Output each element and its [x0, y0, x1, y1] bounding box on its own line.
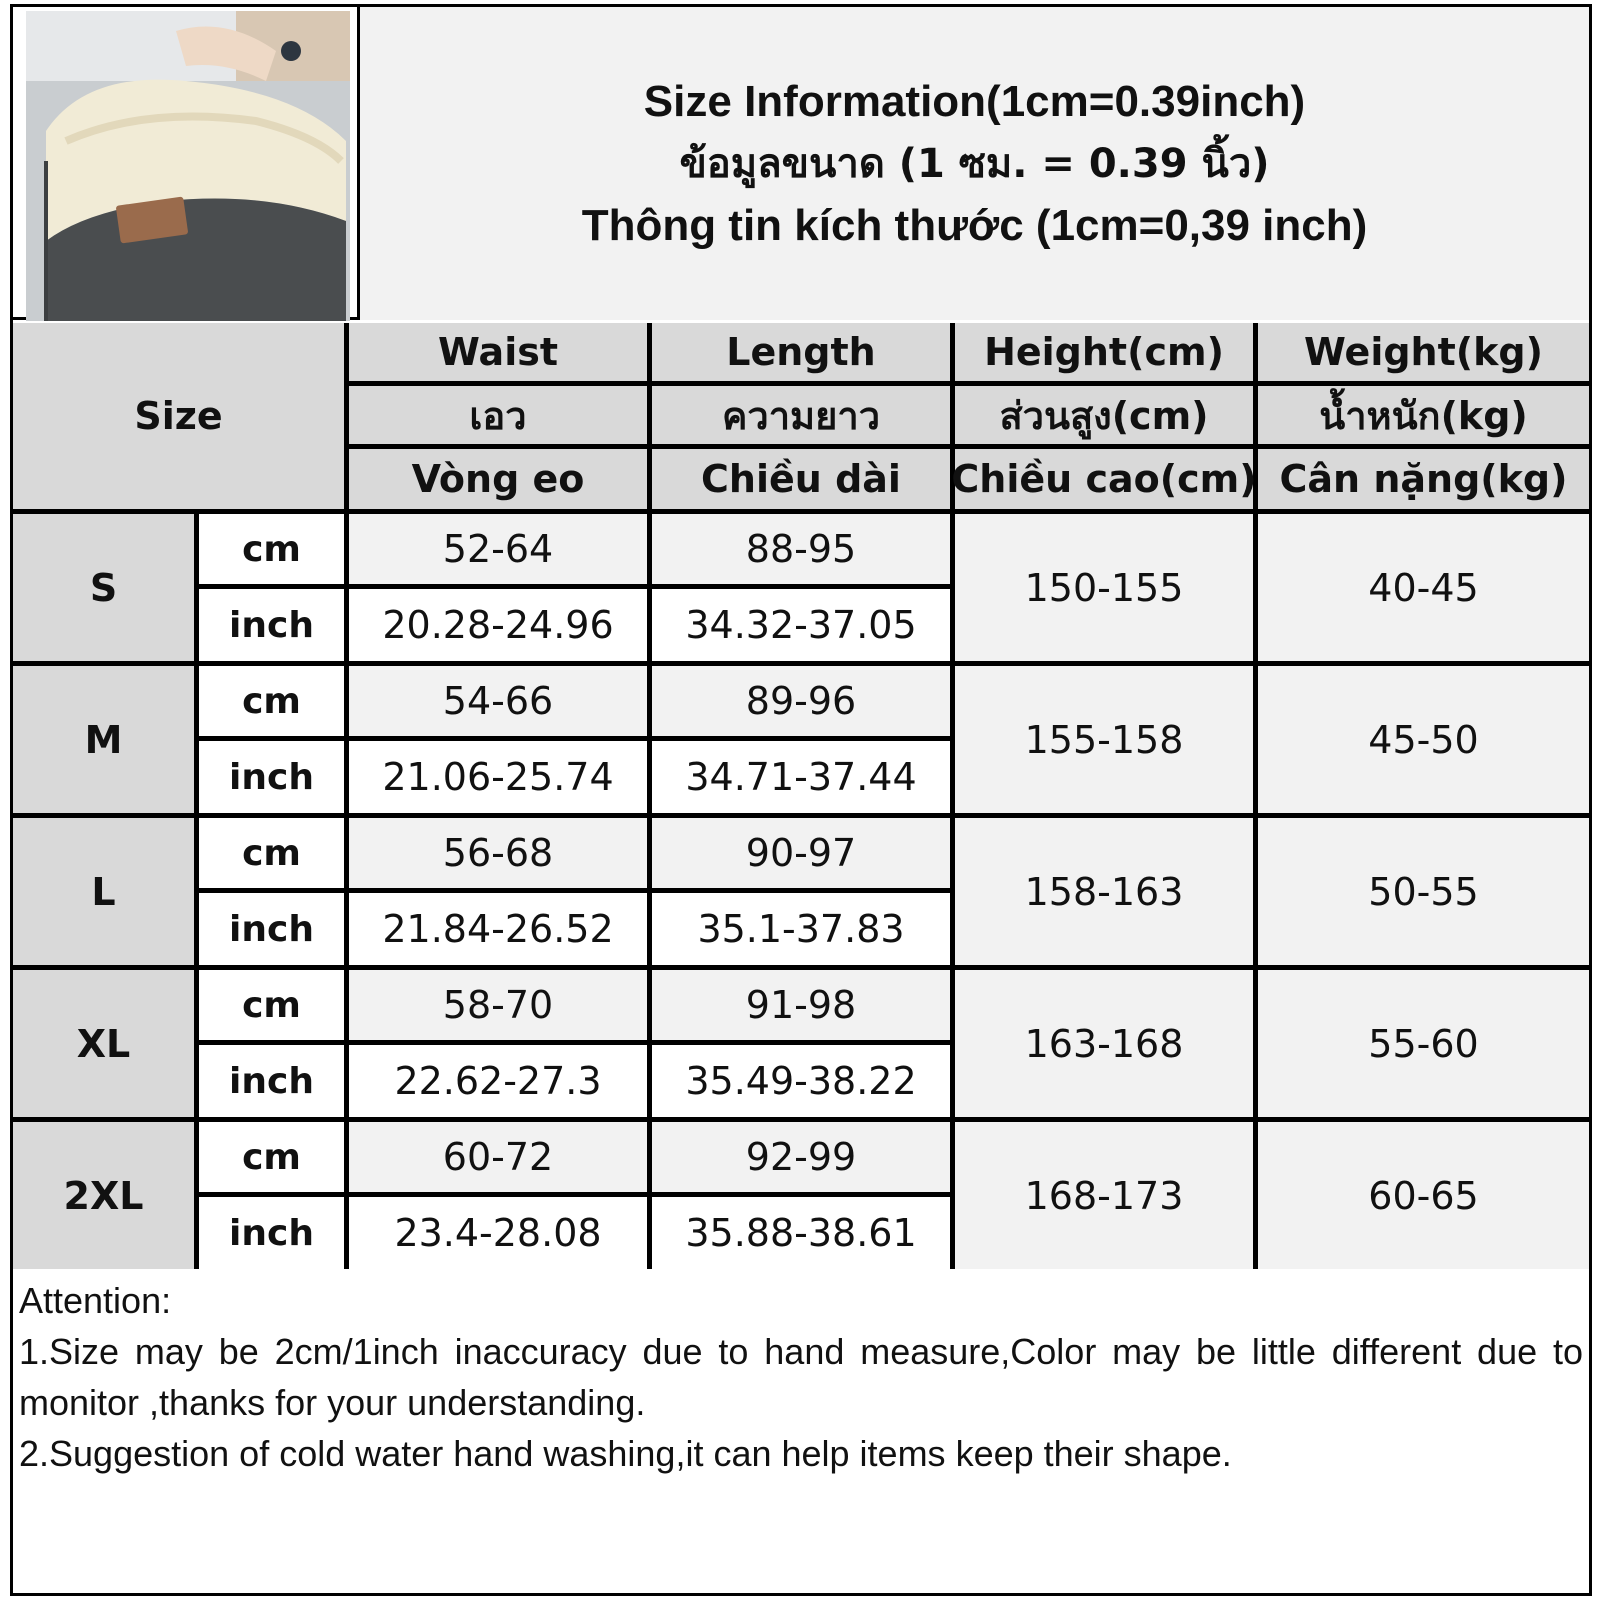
- title-panel: [357, 7, 1589, 320]
- title-thai: ข้อมูลขนาด (1 ซม. = 0.39 นิ้ว): [679, 140, 1270, 187]
- weight-value: 55-60: [1258, 970, 1589, 1117]
- weight-value: 40-45: [1258, 514, 1589, 661]
- column-header-weight-vi: Cân nặng(kg): [1258, 449, 1589, 509]
- notes-heading: Attention:: [19, 1280, 172, 1321]
- waist-inch-value: 21.84-26.52: [349, 893, 647, 965]
- column-header-waist-vi: Vòng eo: [349, 449, 647, 509]
- size-label: 2XL: [13, 1122, 194, 1269]
- note-item: 2.Suggestion of cold water hand washing,it can help items keep their shape.: [19, 1433, 1232, 1474]
- size-label: XL: [13, 970, 194, 1117]
- weight-value: 50-55: [1258, 818, 1589, 965]
- waist-cm-value: 52-64: [349, 514, 647, 584]
- length-cm-value: 92-99: [652, 1122, 950, 1192]
- column-header-height-th: ส่วนสูง(cm): [955, 386, 1253, 444]
- length-inch-value: 35.1-37.83: [652, 893, 950, 965]
- column-header-weight-en: Weight(kg): [1258, 323, 1589, 381]
- column-header-height-en: Height(cm): [955, 323, 1253, 381]
- height-value: 158-163: [955, 818, 1253, 965]
- attention-notes: [13, 1269, 1589, 1593]
- column-header-waist-en: Waist: [349, 323, 647, 381]
- unit-label-cm: cm: [199, 818, 344, 888]
- length-cm-value: 89-96: [652, 666, 950, 736]
- header: [13, 7, 1589, 320]
- unit-label-inch: inch: [199, 741, 344, 813]
- waist-inch-value: 23.4-28.08: [349, 1197, 647, 1269]
- waist-inch-value: 20.28-24.96: [349, 589, 647, 661]
- size-label: S: [13, 514, 194, 661]
- product-photo-fleece-leggings-icon: [26, 11, 350, 321]
- length-cm-value: 91-98: [652, 970, 950, 1040]
- column-header-length-vi: Chiều dài: [652, 449, 950, 509]
- column-header-waist-th: เอว: [349, 386, 647, 444]
- title-english: Size Information(1cm=0.39inch): [643, 76, 1306, 126]
- size-header: Size: [13, 323, 344, 509]
- weight-value: 45-50: [1258, 666, 1589, 813]
- product-photo-drawing: [26, 11, 350, 321]
- unit-label-cm: cm: [199, 514, 344, 584]
- unit-label-inch: inch: [199, 1045, 344, 1117]
- length-inch-value: 35.49-38.22: [652, 1045, 950, 1117]
- size-label: L: [13, 818, 194, 965]
- unit-label-cm: cm: [199, 970, 344, 1040]
- column-header-length-en: Length: [652, 323, 950, 381]
- unit-label-inch: inch: [199, 893, 344, 965]
- size-label: M: [13, 666, 194, 813]
- unit-label-inch: inch: [199, 1197, 344, 1269]
- unit-label-cm: cm: [199, 666, 344, 736]
- column-header-height-vi: Chiều cao(cm): [955, 449, 1253, 509]
- height-value: 150-155: [955, 514, 1253, 661]
- height-value: 163-168: [955, 970, 1253, 1117]
- note-item: 1.Size may be 2cm/1inch inaccuracy due to hand measure,Color may be little different due to monitor ,thanks for your understanding.: [19, 1331, 1583, 1423]
- length-cm-value: 88-95: [652, 514, 950, 584]
- weight-value: 60-65: [1258, 1122, 1589, 1269]
- length-inch-value: 35.88-38.61: [652, 1197, 950, 1269]
- length-cm-value: 90-97: [652, 818, 950, 888]
- waist-cm-value: 54-66: [349, 666, 647, 736]
- unit-label-inch: inch: [199, 589, 344, 661]
- height-value: 155-158: [955, 666, 1253, 813]
- unit-label-cm: cm: [199, 1122, 344, 1192]
- size-chart-sheet: [10, 4, 1592, 1596]
- title-vietnamese: Thông tin kích thước (1cm=0,39 inch): [581, 200, 1368, 250]
- column-header-length-th: ความยาว: [652, 386, 950, 444]
- length-inch-value: 34.71-37.44: [652, 741, 950, 813]
- waist-cm-value: 56-68: [349, 818, 647, 888]
- height-value: 168-173: [955, 1122, 1253, 1269]
- waist-cm-value: 60-72: [349, 1122, 647, 1192]
- length-inch-value: 34.32-37.05: [652, 589, 950, 661]
- waist-inch-value: 22.62-27.3: [349, 1045, 647, 1117]
- waist-cm-value: 58-70: [349, 970, 647, 1040]
- column-header-weight-th: น้ำหนัก(kg): [1258, 386, 1589, 444]
- waist-inch-value: 21.06-25.74: [349, 741, 647, 813]
